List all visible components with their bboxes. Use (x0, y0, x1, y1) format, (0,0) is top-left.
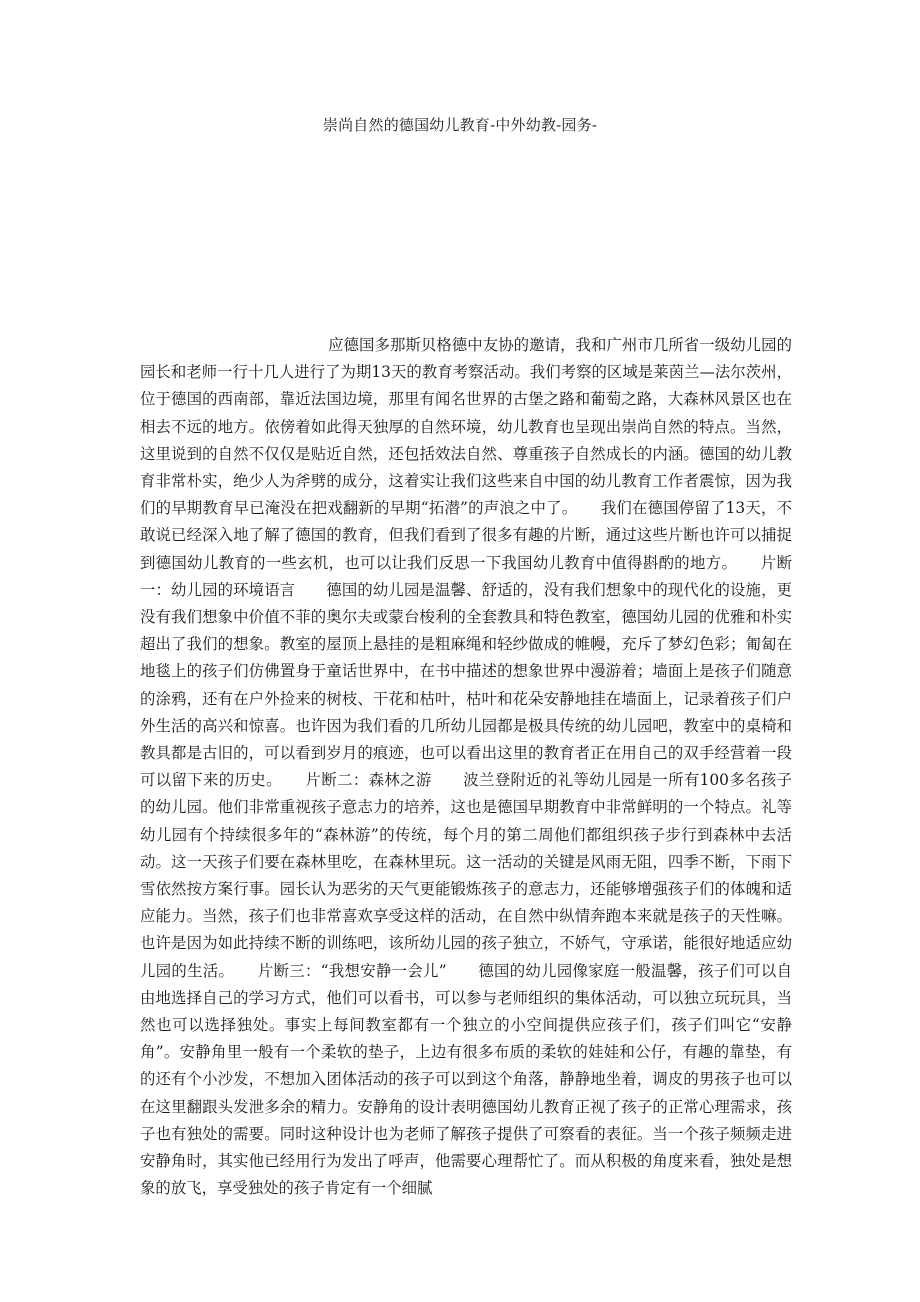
body-text: 应德国多那斯贝格德中友协的邀请，我和广州市几所省一级幼儿园的园长和老师一行十几人进行了为期13天的教育考察活动。我们考察的区域是莱茵兰—法尔茨州，位于德国的西南部，靠近法国边境，那里有闻名世界的古堡之路和葡萄之路，大森林风景区也在相去不远的地方。依傍着如此得天独厚的自然环境，幼儿教育也呈现出崇尚自然的特点。当然，这里说到的自然不仅仅是贴近自然，还包括效法自然、尊重孩子自然成长的内涵。德国的幼儿教育非常朴实，绝少人为斧劈的成分，这着实让我们这些来自中国的幼儿教育工作者震惊，因为我们的早期教育早已淹没在把戏翻新的早期“拓潜”的声浪之中了。 我们在德国停留了13天，不敢说已经深入地了解了德国的教育，但我们看到了很多有趣的片断，通过这些片断也许可以捕捉到德国幼儿教育的一些玄机，也可以让我们反思一下我国幼儿教育中值得斟酌的地方。 片断一：幼儿园的环境语言 德国的幼儿园是温馨、舒适的，没有我们想象中的现代化的设施，更没有我们想象中价值不菲的奥尔夫或蒙台梭利的全套教具和特色教室，德国幼儿园的优雅和朴实超出了我们的想象。教室的屋顶上悬挂的是粗麻绳和轻纱做成的帷幔，充斥了梦幻色彩；匍匐在地毯上的孩子们仿佛置身于童话世界中，在书中描述的想象世界中漫游着；墙面上是孩子们随意的涂鸦，还有在户外捡来的树枝、干花和枯叶，枯叶和花朵安静地挂在墙面上，记录着孩子们户外生活的高兴和惊喜。也许因为我们看的几所幼儿园都是极具传统的幼儿园吧，教室中的桌椅和教具都是古旧的，可以看到岁月的痕迹，也可以看出这里的教育者正在用自己的双手经营着一段可以留下来的历史。 片断二：森林之游 波兰登附近的礼等幼儿园是一所有100多名孩子的幼儿园。他们非常重视孩子意志力的培养，这也是德国早期教育中非常鲜明的一个特点。礼等幼儿园有个持续很多年的“森林游”的传统，每个月的第二周他们都组织孩子步行到森林中去活动。这一天孩子们要在森林里吃，在森林里玩。这一活动的关键是风雨无阻，四季不断，下雨下雪依然按方案行事。园长认为恶劣的天气更能锻炼孩子的意志力，还能够增强孩子们的体魄和适应能力。当然，孩子们也非常喜欢享受这样的活动，在自然中纵情奔跑本来就是孩子的天性嘛。也许是因为如此持续不断的训练吧，该所幼儿园的孩子独立，不娇气，守承诺，能很好地适应幼儿园的生活。 片断三：“我想安静一会儿” 德国的幼儿园像家庭一般温馨，孩子们可以自由地选择自己的学习方式，他们可以看书，可以参与老师组织的集体活动，可以独立玩玩具，当然也可以选择独处。事实上每间教室都有一个独立的小空间提供应孩子们，孩子们叫它“安静角”。安静角里一般有一个柔软的垫子，上边有很多布质的柔软的娃娃和公仔，有趣的靠垫，有的还有个小沙发，不想加入团体活动的孩子可以到这个角落，静静地坐着，调皮的男孩子也可以在这里翻跟头发泄多余的精力。安静角的设计表明德国幼儿教育正视了孩子的正常心理需求，孩子也有独处的需要。同时这种设计也为老师了解孩子提供了可察看的表征。当一个孩子频频走进安静角时，其实他已经用行为发出了呼声，他需要心理帮忙了。而从积极的角度来看，独处是想象的放飞，享受独处的孩子肯定有一个细腻 (140, 336, 792, 1198)
document-title: 崇尚自然的德国幼儿教育-中外幼教-园务- (322, 116, 598, 134)
document-body (140, 332, 792, 1203)
